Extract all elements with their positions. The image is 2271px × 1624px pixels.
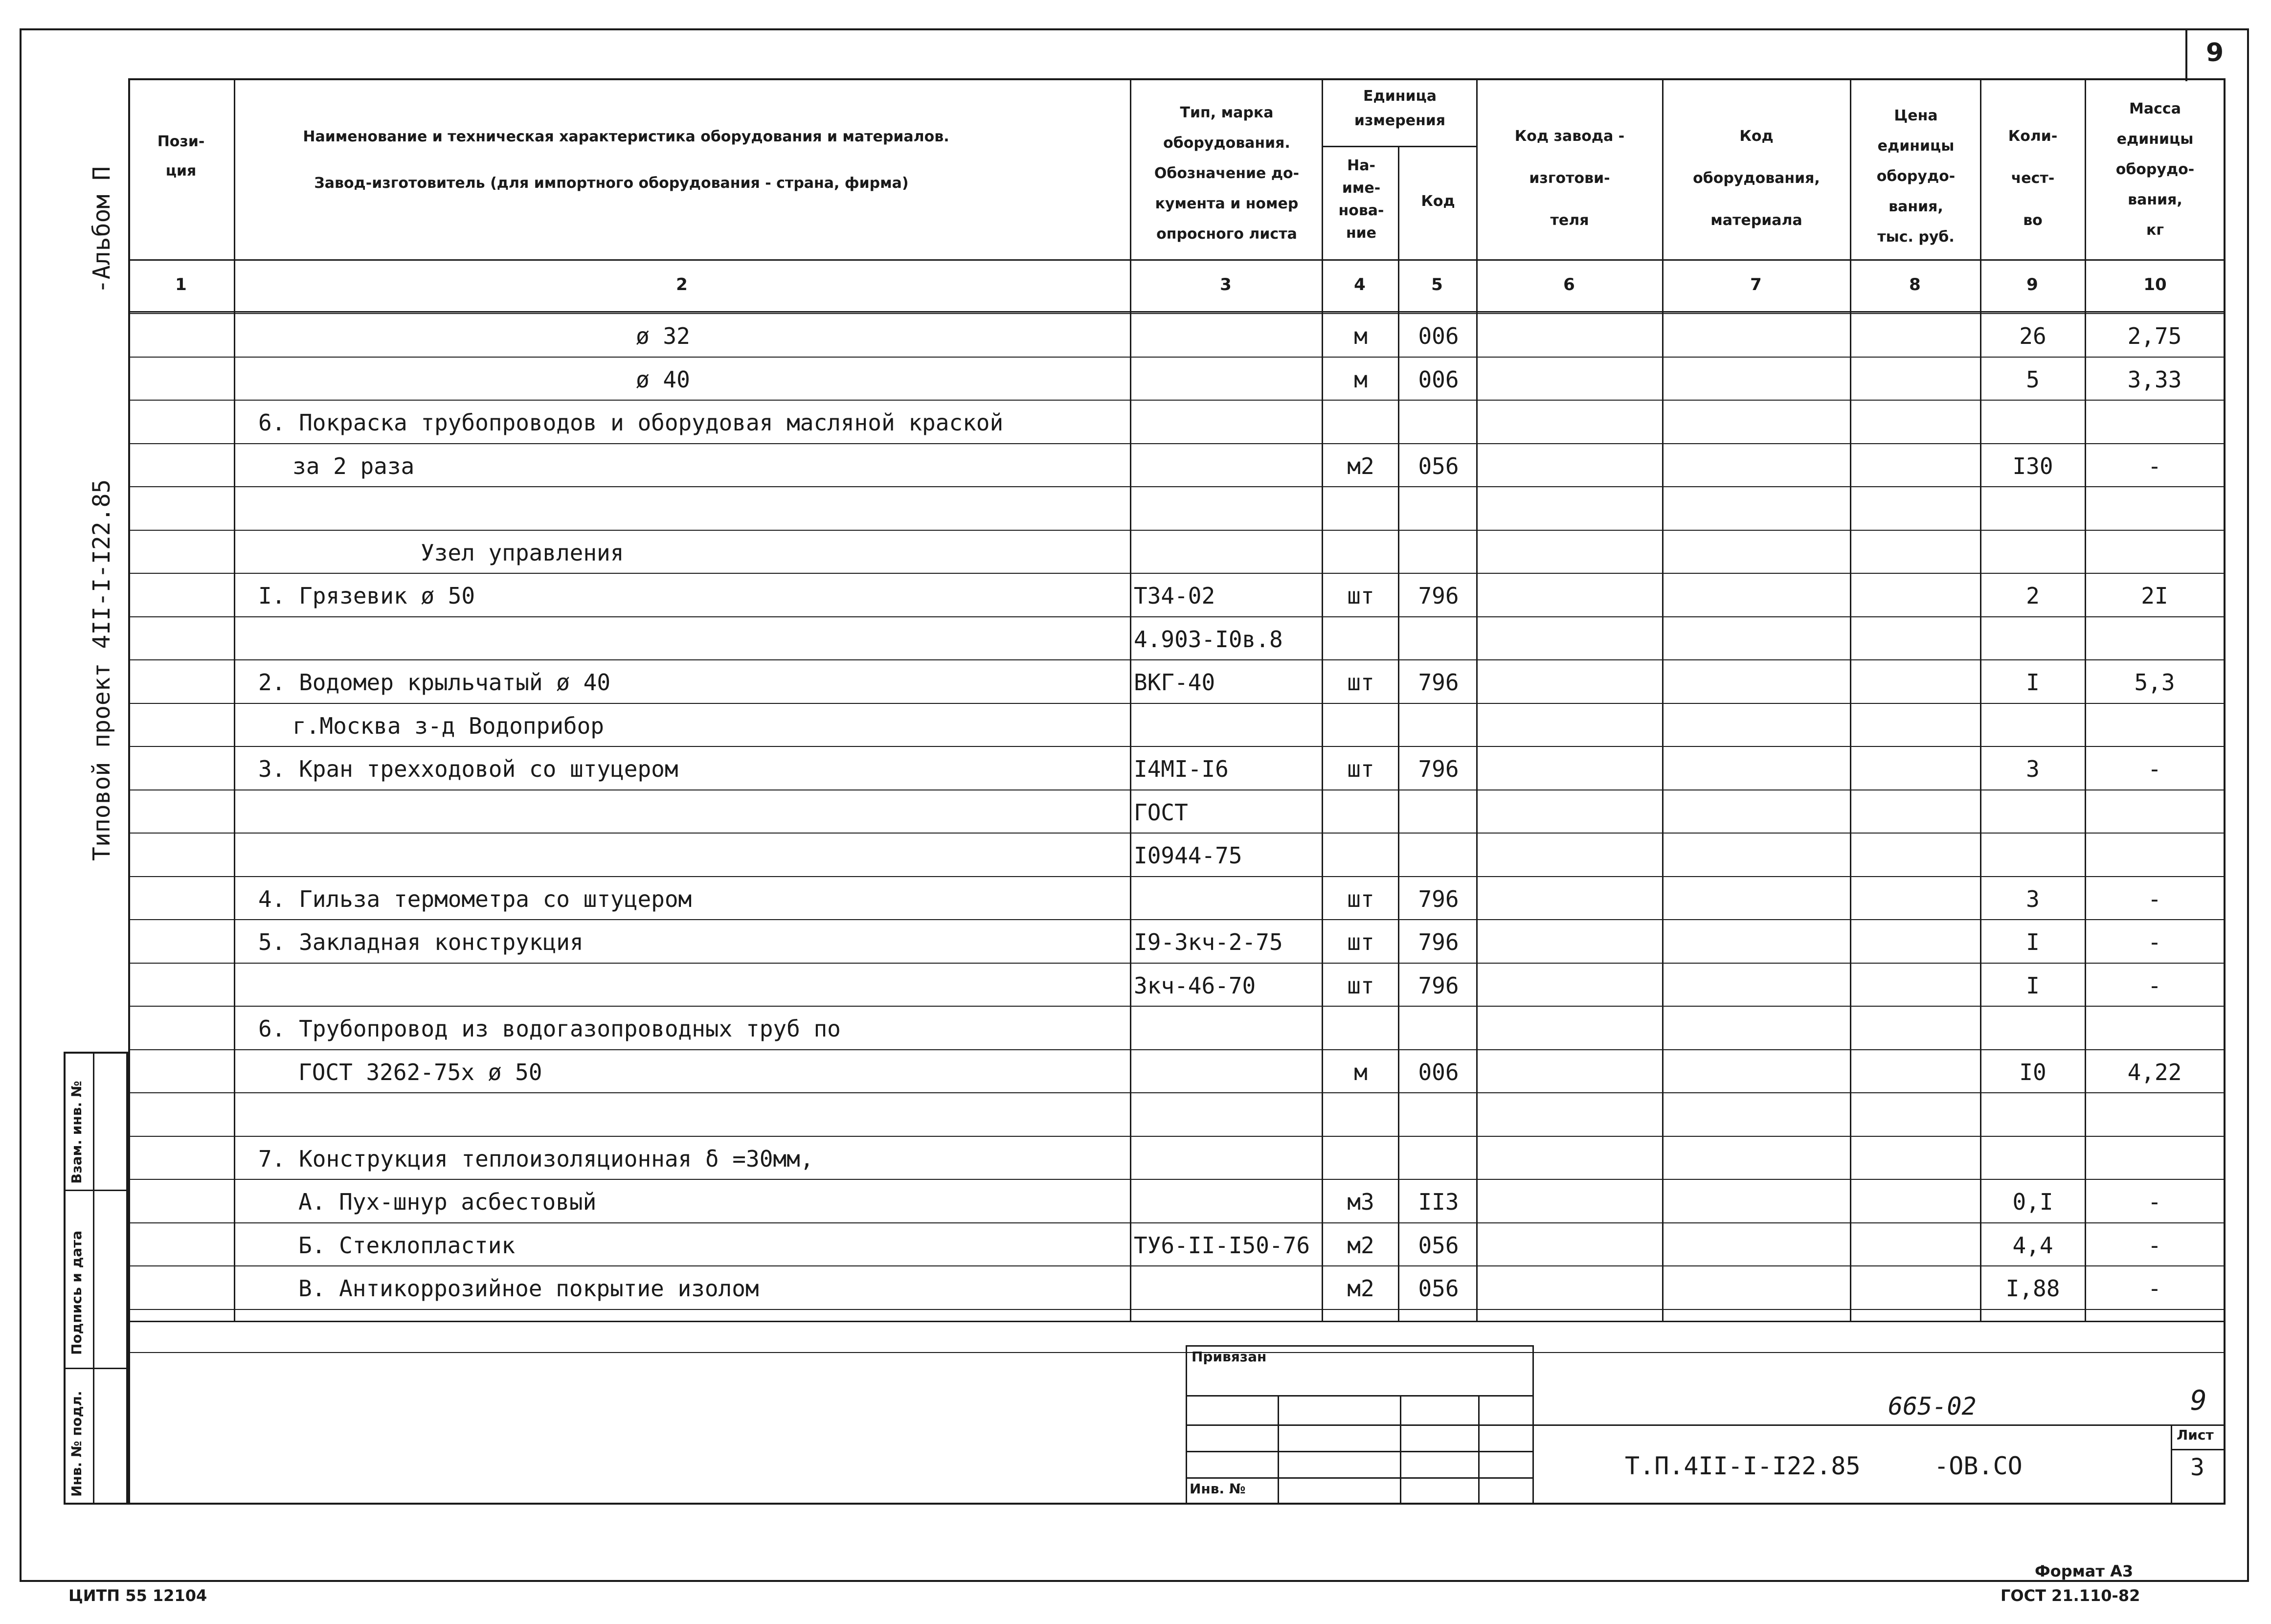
cell-type: I9-3кч-2-75 [1134,929,1283,955]
cell-name: 4. Гильза термометра со штуцером [258,886,692,912]
cell-code: 056 [1418,1232,1459,1259]
col-number: 8 [1909,275,1921,294]
stamp-sheet-num: 9 [2190,1385,2207,1417]
cell-unit: шт [1347,929,1374,955]
list-value: 3 [2190,1454,2204,1481]
cell-unit: м2 [1347,1275,1374,1302]
cell-qty: I0 [2019,1059,2046,1085]
side-project: Типовой проект 4II-I-I22.85 [88,479,115,861]
header-price: Цена единицы оборудо- вания, тыс. руб. [1876,107,1956,246]
cell-unit: м [1354,323,1368,349]
row-rule [128,400,2226,401]
cell-unit: м [1354,366,1368,393]
row-rule [128,703,2226,704]
cell-mass: - [2148,886,2161,912]
cell-type: Т34-02 [1134,583,1215,609]
row-rule [128,1049,2226,1050]
cell-qty: 5 [2026,366,2040,393]
cell-unit: шт [1347,972,1374,999]
header-unit-code: Код [1421,193,1455,210]
cell-mass: 4,22 [2127,1059,2182,1085]
row-rule [128,746,2226,747]
cell-type: 3кч-46-70 [1134,972,1256,999]
cell-type: 4.903-I0в.8 [1134,626,1283,653]
row-rule [128,789,2226,790]
row-rule [128,616,2226,617]
cell-code: 796 [1418,929,1459,955]
cell-mass: 2,75 [2127,323,2182,349]
cell-code: 796 [1418,972,1459,999]
cell-code: 056 [1418,1275,1459,1302]
row-rule [128,1092,2226,1093]
cell-code: 006 [1418,1059,1459,1085]
cell-code: 056 [1418,453,1459,479]
header-type: Тип, марка оборудования. Обозначение до- кумента и номер опросного листа [1154,104,1300,243]
row-rule [128,573,2226,574]
cell-code: 006 [1418,323,1459,349]
row-rule [128,530,2226,531]
cell-type: ТУ6-II-I50-76 [1134,1232,1310,1259]
row-rule [128,919,2226,920]
cell-name: 3. Кран трехходовой со штуцером [258,756,678,782]
cell-mass: - [2148,1189,2161,1215]
row-rule [128,1006,2226,1007]
footer-gost: ГОСТ 21.110-82 [2001,1586,2140,1605]
cell-unit: шт [1347,886,1374,912]
row-rule [128,486,2226,487]
side-sign-date: Подпись и дата [68,1230,85,1355]
cell-qty: I [2026,929,2040,955]
designation: Т.П.4II-I-I22.85 -ОВ.СО [1625,1452,2023,1480]
header-mass: Масса единицы оборудо- вания, кг [2115,100,2195,239]
cell-unit: м2 [1347,453,1374,479]
cell-name: Б. Стеклопластик [298,1232,516,1259]
cell-code: 796 [1418,583,1459,609]
row-rule [128,1265,2226,1266]
cell-qty: I,88 [2005,1275,2060,1302]
cell-code: 796 [1418,886,1459,912]
header-position: Пози- ция [157,133,205,180]
cell-name: 2. Водомер крыльчатый ø 40 [258,669,611,696]
header-unit-name: На- име- нова- ние [1338,157,1384,242]
cell-mass: 3,33 [2127,366,2182,393]
cell-mass: 5,3 [2134,669,2175,696]
cell-name: А. Пух-шнур асбестовый [298,1189,597,1215]
row-rule [128,313,2226,314]
col-number: 1 [175,275,187,294]
cell-code: 006 [1418,366,1459,393]
cell-code: 796 [1418,669,1459,696]
cell-name: 5. Закладная конструкция [258,929,584,955]
cell-mass: - [2148,929,2161,955]
row-rule [128,876,2226,877]
header-unit: Единица измерения [1354,88,1446,129]
header-name-line1: Наименование и техническая характеристика оборудования и материалов. [303,128,949,145]
cell-qty: I30 [2012,453,2053,479]
cell-unit: м3 [1347,1189,1374,1215]
cell-type: I0944-75 [1134,842,1242,869]
row-rule [128,1179,2226,1180]
list-label: Лист [2177,1427,2214,1443]
row-rule [128,1136,2226,1137]
cell-name: г.Москва з-д Водоприбор [292,713,604,739]
row-rule [128,1222,2226,1223]
col-number: 5 [1431,275,1443,294]
col-number: 6 [1563,275,1575,294]
row-rule [128,1352,2226,1353]
cell-type: ГОСТ [1134,799,1188,826]
cell-mass: - [2148,972,2161,999]
cell-name: 6. Трубопровод из водогазопроводных труб по [258,1015,841,1042]
cell-qty: 26 [2019,323,2046,349]
footer-format: Формат А3 [2035,1562,2134,1580]
cell-type: ВКГ-40 [1134,669,1215,696]
cell-unit: шт [1347,756,1374,782]
cell-name: 7. Конструкция теплоизоляционная δ =30мм, [258,1146,814,1172]
cell-qty: I [2026,669,2040,696]
col-number: 10 [2143,275,2167,294]
cell-qty: 3 [2026,756,2040,782]
cell-unit: шт [1347,583,1374,609]
cell-mass: - [2148,1232,2161,1259]
row-rule [128,659,2226,660]
side-inv-orig: Инв. № подл. [68,1391,85,1497]
cell-name: I. Грязевик ø 50 [258,583,475,609]
cell-mass: 2I [2141,583,2168,609]
cell-type: I4МI-I6 [1134,756,1229,782]
header-qty: Коли- чест- во [2008,128,2058,229]
cell-name: ø 32 [636,323,690,349]
row-rule [128,443,2226,444]
cell-name: за 2 раза [292,453,415,479]
col-number: 2 [676,275,688,294]
cell-name: ø 40 [636,366,690,393]
cell-qty: 3 [2026,886,2040,912]
side-album: -Альбом П [88,166,115,293]
cell-mass: - [2148,756,2161,782]
col-number: 4 [1354,275,1366,294]
cell-name: ГОСТ 3262-75x ø 50 [298,1059,542,1085]
footer-left: ЦИТП 55 12104 [68,1586,207,1605]
document-number: 665-02 [1888,1392,1977,1421]
cell-mass: - [2148,453,2161,479]
cell-qty: 2 [2026,583,2040,609]
row-rule [128,357,2226,358]
header-name-line2: Завод-изготовитель (для импортного оборудования - страна, фирма) [314,175,909,192]
row-rule [128,833,2226,834]
cell-qty: 0,I [2012,1189,2053,1215]
cell-name: В. Антикоррозийное покрытие изолом [298,1275,759,1302]
header-equip-code: Код оборудования, материала [1693,128,1820,229]
cell-unit: м2 [1347,1232,1374,1259]
cell-name: 6. Покраска трубопроводов и оборудовая масляной краской [258,409,1004,436]
row-rule [128,1309,2226,1310]
cell-qty: I [2026,972,2040,999]
cell-name: Узел управления [421,540,624,566]
cell-code: II3 [1418,1189,1459,1215]
row-rule [128,963,2226,964]
cell-qty: 4,4 [2012,1232,2053,1259]
cell-code: 796 [1418,756,1459,782]
col-number: 9 [2026,275,2038,294]
inv-no-label: Инв. № [1190,1481,1246,1497]
header-factory-code: Код завода - изготови- теля [1514,128,1625,229]
side-inv-replace: Взам. инв. № [68,1081,85,1184]
cell-unit: шт [1347,669,1374,696]
cell-unit: м [1354,1059,1368,1085]
col-number: 7 [1750,275,1762,294]
privyazan-label: Привязан [1192,1349,1267,1365]
page-number: 9 [2206,38,2224,68]
col-number: 3 [1220,275,1232,294]
cell-mass: - [2148,1275,2161,1302]
